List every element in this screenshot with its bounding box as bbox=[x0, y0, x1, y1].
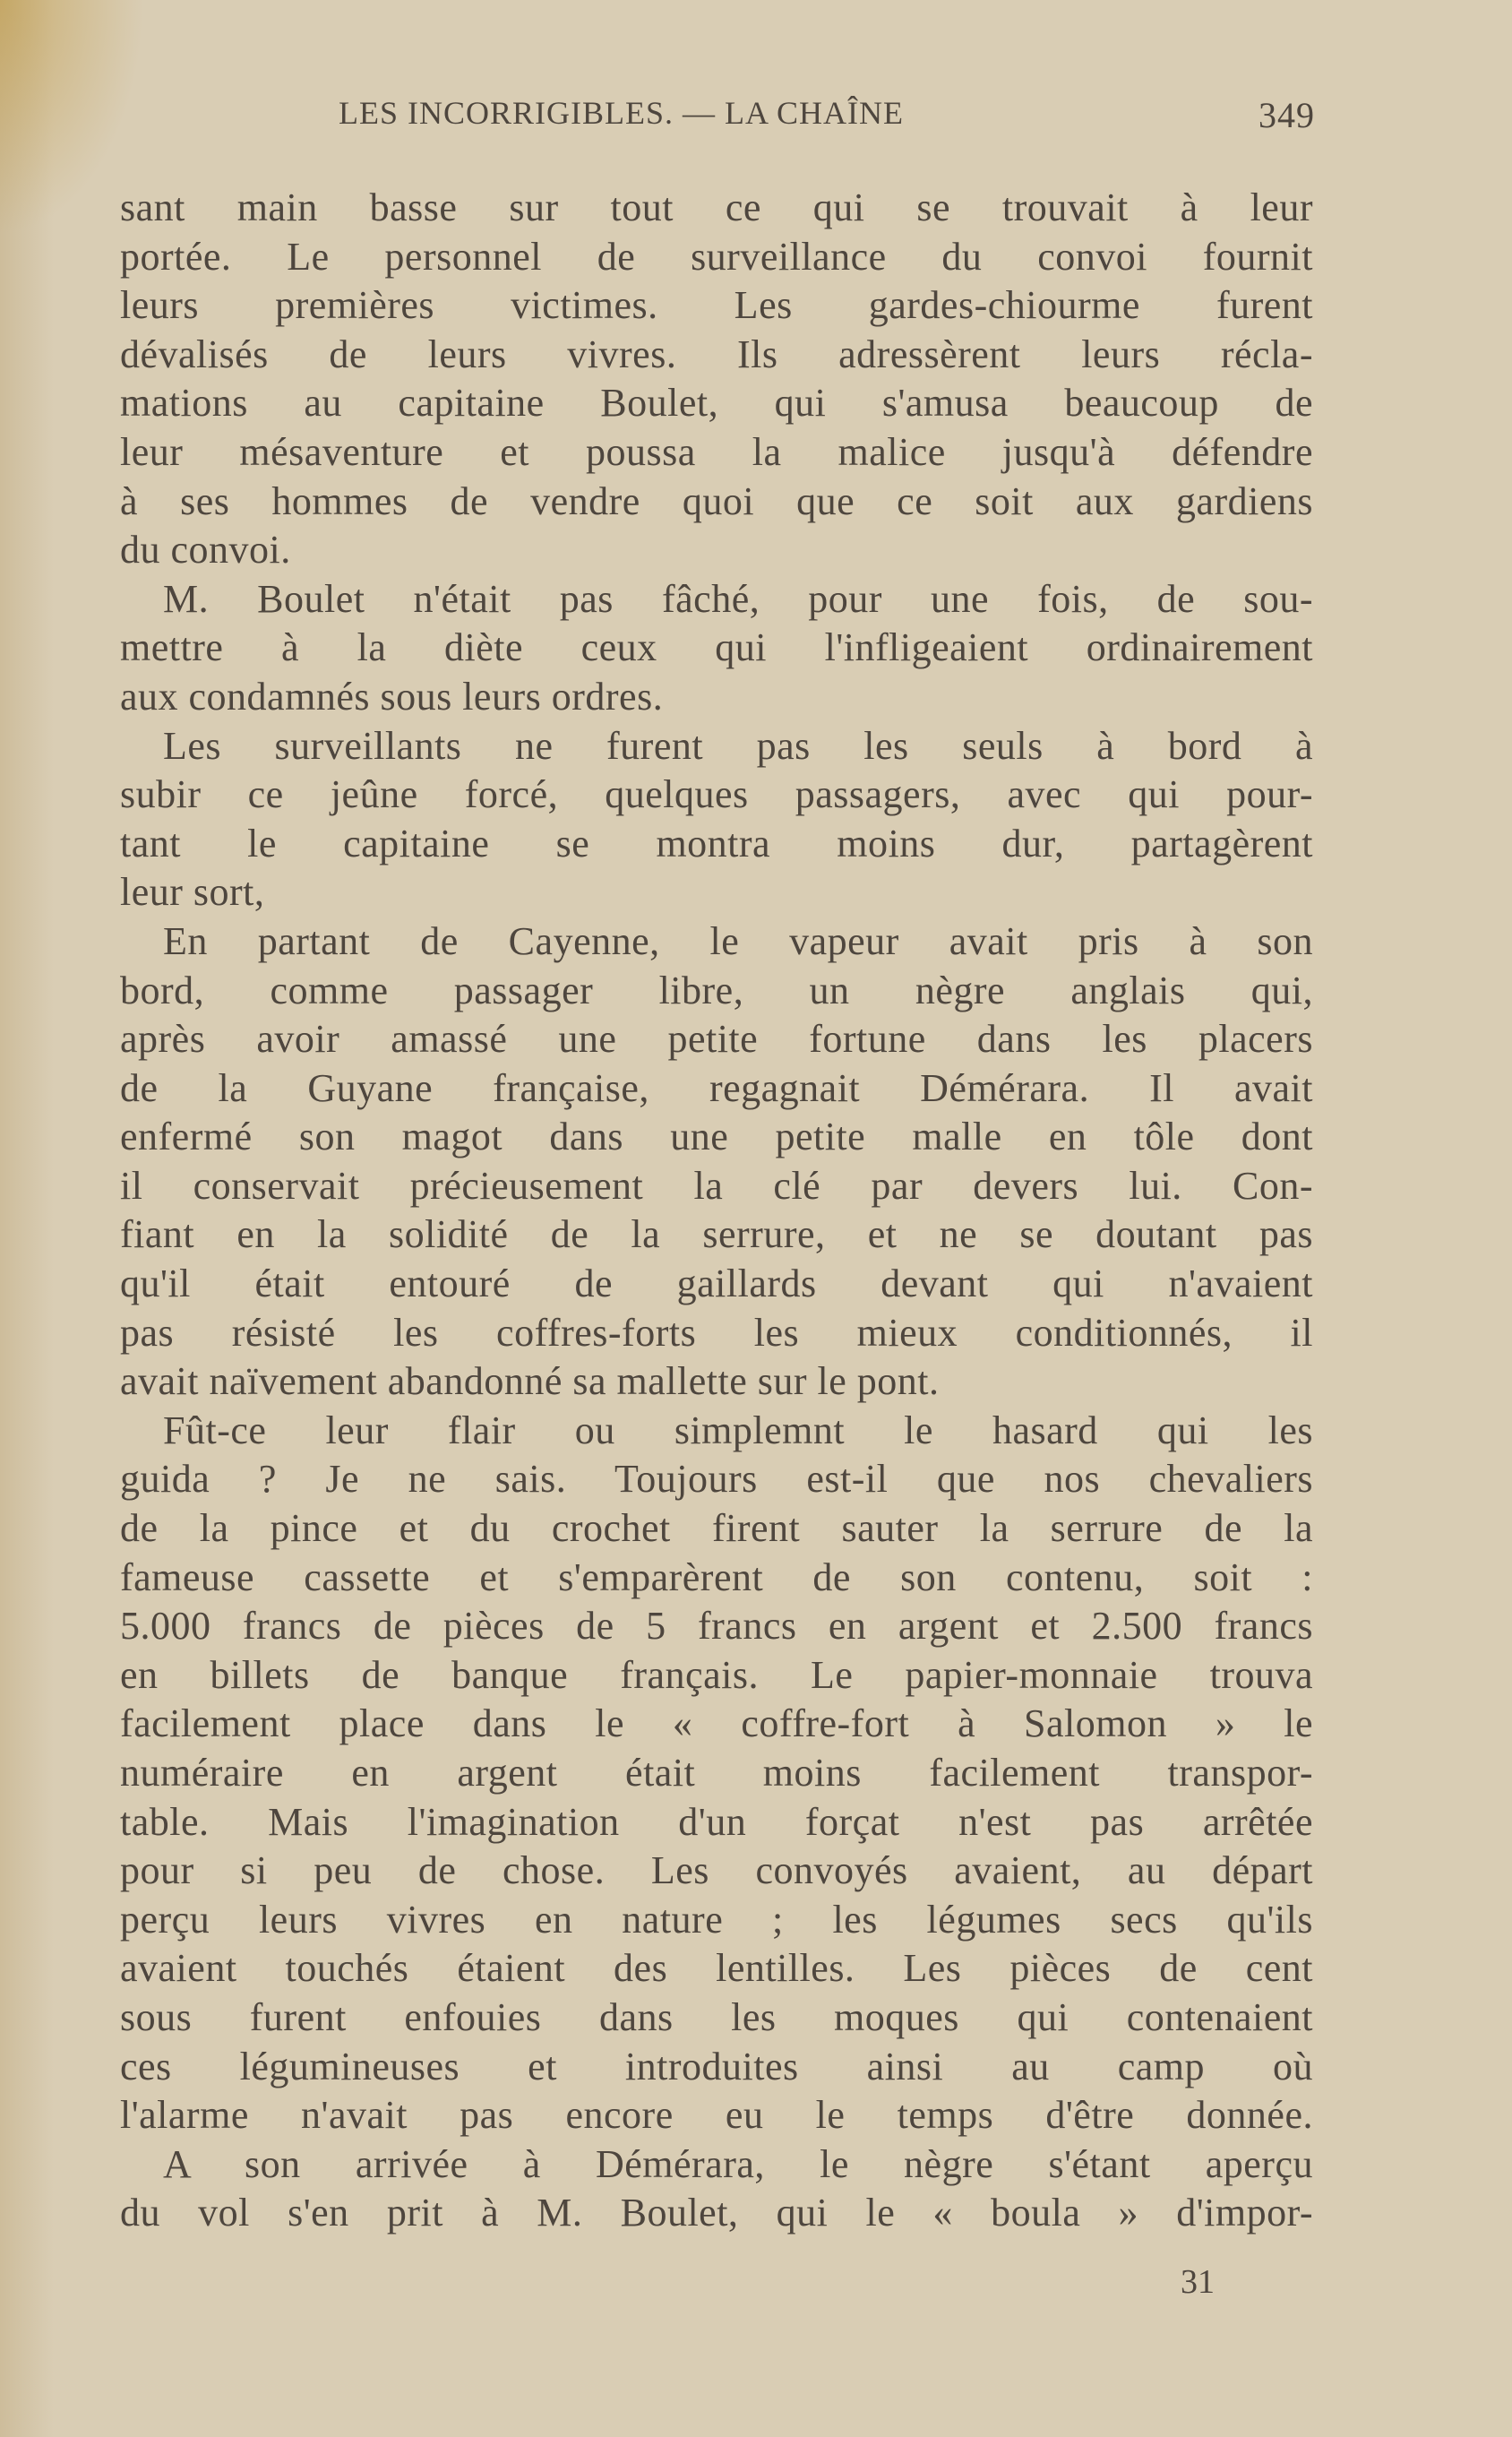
text-line: après avoir amassé une petite fortune dans les placers bbox=[120, 1017, 1313, 1062]
text-line: facilement place dans le « coffre-fort à Salomon » le bbox=[120, 1701, 1313, 1746]
text-line: leur sort, bbox=[120, 870, 265, 915]
text-line: numéraire en argent était moins facilement transpor- bbox=[120, 1751, 1313, 1795]
text-line: leurs premières victimes. Les gardes-chiourme furent bbox=[120, 283, 1313, 328]
text-line: dévalisés de leurs vivres. Ils adressèrent leurs récla- bbox=[120, 332, 1313, 376]
text-line: mettre à la diète ceux qui l'infligeaient ordinairement bbox=[120, 625, 1313, 670]
text-line: fameuse cassette et s'emparèrent de son contenu, soit : bbox=[120, 1554, 1313, 1599]
text-line: 5.000 francs de pièces de 5 francs en argent et 2.500 francs bbox=[120, 1604, 1313, 1649]
text-line: leur mésaventure et poussa la malice jusqu'à défendre bbox=[120, 429, 1313, 474]
page-body-text bbox=[120, 184, 1313, 2238]
text-line: du vol s'en prit à M. Boulet, qui le « boula » d'impor- bbox=[120, 2191, 1313, 2235]
text-line: subir ce jeûne forcé, quelques passagers, avec qui pour- bbox=[120, 772, 1313, 817]
text-line: sant main basse sur tout ce qui se trouvait à leur bbox=[120, 185, 1313, 229]
text-line: aux condamnés sous leurs ordres. bbox=[120, 674, 664, 719]
text-line: guida ? Je ne sais. Toujours est-il que nos chevaliers bbox=[120, 1457, 1313, 1502]
text-line: en billets de banque français. Le papier-monnaie trouva bbox=[120, 1652, 1313, 1697]
text-line: sous furent enfouies dans les moques qui contenaient bbox=[120, 1994, 1313, 2039]
text-line: fiant en la solidité de la serrure, et ne se doutant pas bbox=[120, 1212, 1313, 1257]
text-line: de la pince et du crochet firent sauter la serrure de la bbox=[120, 1506, 1313, 1551]
text-line: enfermé son magot dans une petite malle en tôle dont bbox=[120, 1115, 1313, 1159]
signature-mark: 31 bbox=[1181, 2263, 1215, 2301]
text-line: bord, comme passager libre, un nègre anglais qui, bbox=[120, 968, 1313, 1012]
text-line: Les surveillants ne furent pas les seuls à bord à bbox=[163, 723, 1313, 768]
text-line: pas résisté les coffres-forts les mieux conditionnés, il bbox=[120, 1310, 1313, 1355]
page-number: 349 bbox=[1259, 95, 1315, 135]
text-line: avaient touchés étaient des lentilles. Les pièces de cent bbox=[120, 1946, 1313, 1991]
text-line: mations au capitaine Boulet, qui s'amusa beaucoup de bbox=[120, 381, 1313, 426]
text-line: ces légumineuses et introduites ainsi au camp où bbox=[120, 2044, 1313, 2088]
text-line: portée. Le personnel de surveillance du convoi fournit bbox=[120, 234, 1313, 279]
text-line: Fût-ce leur flair ou simplemnt le hasard qui les bbox=[163, 1408, 1313, 1452]
running-header bbox=[339, 94, 1315, 148]
text-line: tant le capitaine se montra moins dur, partagèrent bbox=[120, 821, 1313, 865]
text-line: En partant de Cayenne, le vapeur avait pris à son bbox=[163, 918, 1313, 963]
text-line: M. Boulet n'était pas fâché, pour une fois, de sou- bbox=[163, 576, 1313, 621]
text-line: à ses hommes de vendre quoi que ce soit aux gardiens bbox=[120, 478, 1313, 523]
text-line: il conservait précieusement la clé par devers lui. Con- bbox=[120, 1163, 1313, 1208]
running-title: LES INCORRIGIBLES. — LA CHAÎNE bbox=[339, 95, 904, 131]
text-line: l'alarme n'avait pas encore eu le temps d'être donnée. bbox=[120, 2093, 1313, 2138]
text-line: de la Guyane française, regagnait Démérara. Il avait bbox=[120, 1065, 1313, 1110]
text-line: avait naïvement abandonné sa mallette sur le pont. bbox=[120, 1359, 940, 1404]
text-line: perçu leurs vivres en nature ; les légumes secs qu'ils bbox=[120, 1897, 1313, 1942]
text-line: A son arrivée à Démérara, le nègre s'étant aperçu bbox=[163, 2141, 1313, 2186]
text-line: du convoi. bbox=[120, 528, 291, 573]
text-line: table. Mais l'imagination d'un forçat n'est pas arrêtée bbox=[120, 1799, 1313, 1844]
text-line: pour si peu de chose. Les convoyés avaient, au départ bbox=[120, 1848, 1313, 1893]
text-line: qu'il était entouré de gaillards devant qui n'avaient bbox=[120, 1262, 1313, 1306]
